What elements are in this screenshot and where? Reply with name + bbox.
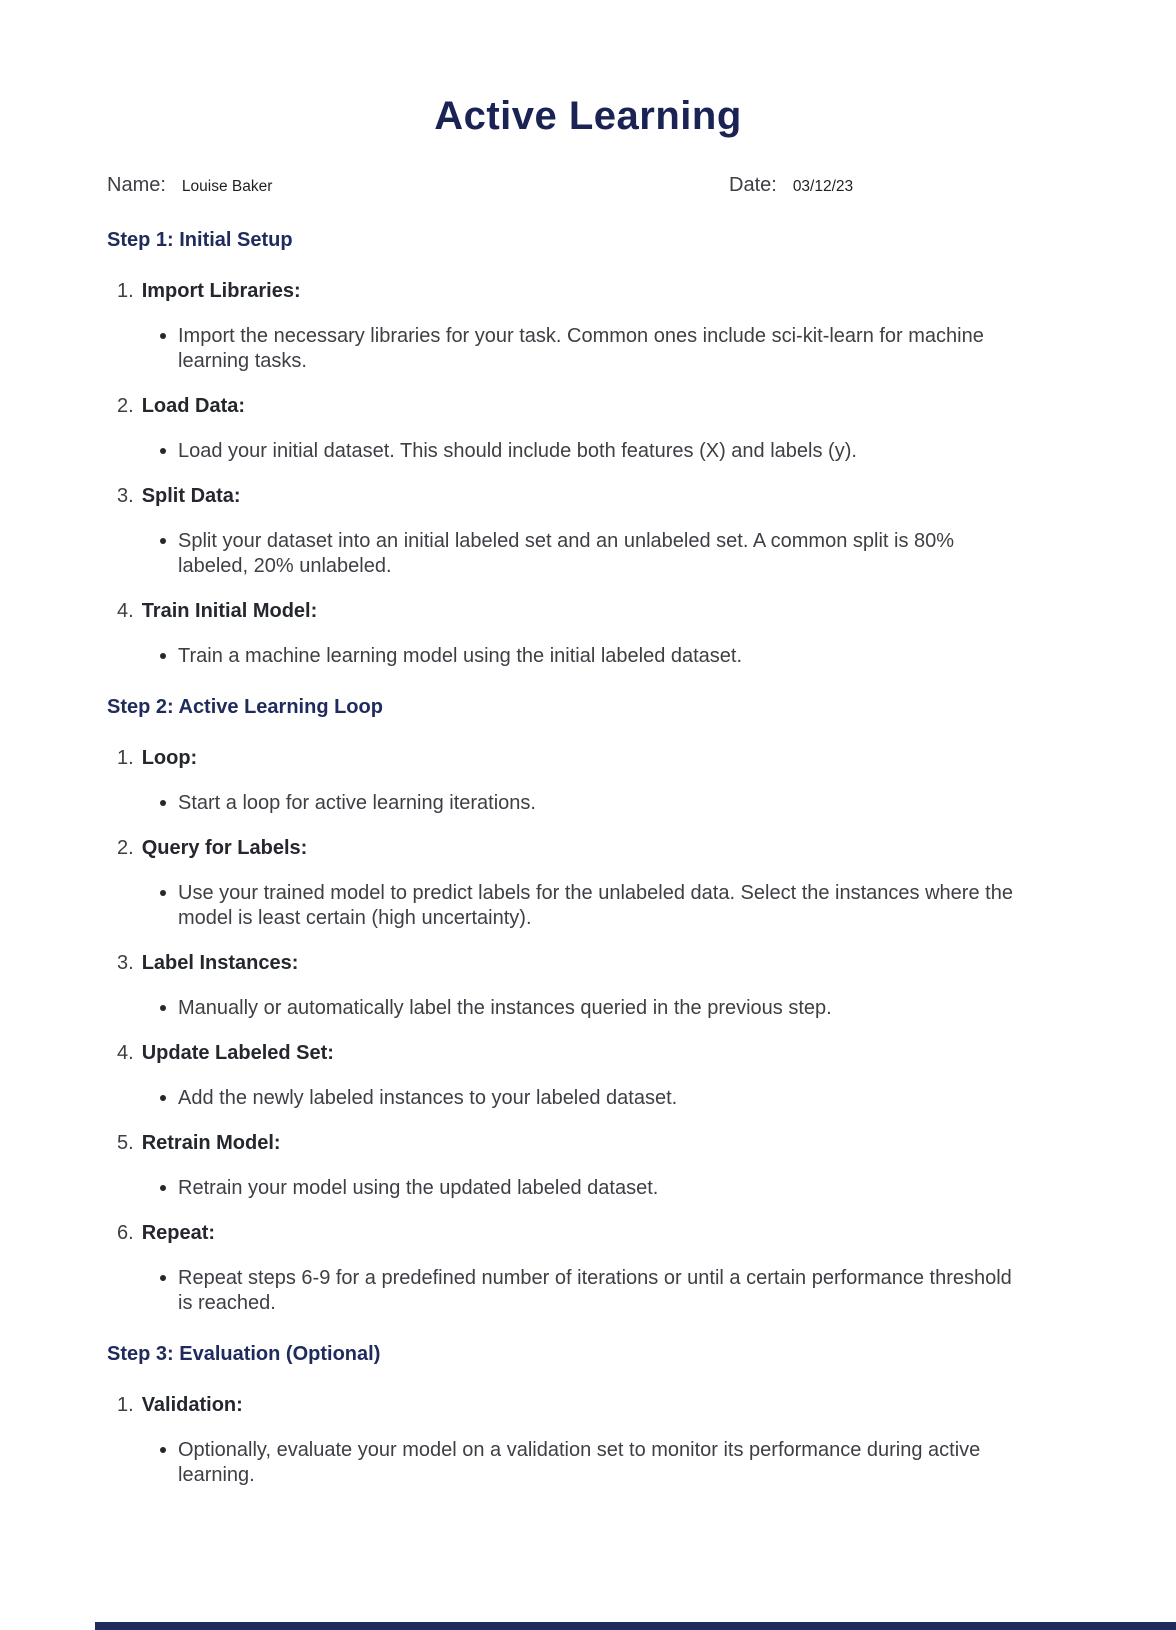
bullet-list [107, 1266, 1070, 1316]
bullet-icon [160, 890, 166, 896]
item-label: Label Instances: [141, 952, 299, 974]
item-label: Train Initial Model: [141, 600, 318, 622]
numbered-item-label-row [117, 600, 1070, 623]
bullet-text: Split your dataset into an initial labeled set and an unlabeled set. A common split is 80% labeled, 20% unlabeled. [178, 530, 955, 577]
date-label: Date: [729, 174, 777, 196]
item-number: 1. [117, 1394, 134, 1416]
numbered-item [107, 280, 1070, 374]
step-heading: Step 3: Evaluation (Optional) [107, 1343, 381, 1365]
bullet-icon [160, 800, 166, 806]
bullet-item [178, 529, 1018, 579]
bullet-list [107, 791, 1070, 816]
numbered-item [107, 395, 1070, 464]
step-section [107, 1343, 1070, 1488]
numbered-item-label-row [117, 485, 1070, 508]
bullet-item [178, 644, 1018, 669]
item-label: Load Data: [141, 395, 246, 417]
bullet-text: Retrain your model using the updated labeled dataset. [178, 1177, 659, 1199]
numbered-item [107, 1042, 1070, 1111]
numbered-item-label-row [117, 1394, 1070, 1417]
numbered-item [107, 1394, 1070, 1488]
item-number: 5. [117, 1132, 134, 1154]
item-label: Retrain Model: [141, 1132, 281, 1154]
numbered-item [107, 1132, 1070, 1201]
footer-accent-bar [95, 1622, 1176, 1630]
bullet-text: Use your trained model to predict labels for the unlabeled data. Select the instances where the model is least certain (high uncertainty). [178, 882, 1013, 929]
item-number: 2. [117, 395, 134, 417]
numbered-item-label-row [117, 952, 1070, 975]
bullet-list [107, 1438, 1070, 1488]
item-number: 3. [117, 952, 134, 974]
bullet-icon [160, 1095, 166, 1101]
bullet-item [178, 791, 1018, 816]
bullet-text: Repeat steps 6-9 for a predefined number of iterations or until a certain performance threshold is reached. [178, 1267, 1012, 1314]
step-items [107, 280, 1070, 669]
bullet-item [178, 1438, 1018, 1488]
numbered-item-label-row [117, 747, 1070, 770]
sections-container [0, 229, 1176, 1488]
numbered-item-label-row [117, 1132, 1070, 1155]
step-items [107, 1394, 1070, 1488]
date-value-field[interactable]: 03/12/23 [792, 178, 854, 195]
numbered-item [107, 837, 1070, 931]
item-label: Repeat: [141, 1222, 216, 1244]
bullet-item [178, 996, 1018, 1021]
bullet-text: Manually or automatically label the instances queried in the previous step. [178, 997, 832, 1019]
bullet-list [107, 644, 1070, 669]
bullet-icon [160, 448, 166, 454]
item-number: 6. [117, 1222, 134, 1244]
item-number: 1. [117, 747, 134, 769]
bullet-list [107, 881, 1070, 931]
meta-row [0, 174, 1176, 202]
bullet-list [107, 1176, 1070, 1201]
bullet-icon [160, 333, 166, 339]
numbered-item [107, 952, 1070, 1021]
bullet-list [107, 439, 1070, 464]
bullet-text: Optionally, evaluate your model on a validation set to monitor its performance during active learning. [178, 1439, 981, 1486]
bullet-text: Add the newly labeled instances to your labeled dataset. [178, 1087, 678, 1109]
numbered-item-label-row [117, 395, 1070, 418]
item-label: Split Data: [141, 485, 241, 507]
bullet-list [107, 996, 1070, 1021]
bullet-list [107, 529, 1070, 579]
bullet-item [178, 1086, 1018, 1111]
page-title: Active Learning [434, 94, 742, 138]
item-label: Update Labeled Set: [141, 1042, 334, 1064]
numbered-item [107, 747, 1070, 816]
step-heading: Step 1: Initial Setup [107, 229, 293, 251]
item-label: Import Libraries: [141, 280, 301, 302]
bullet-item [178, 439, 1018, 464]
numbered-item [107, 600, 1070, 669]
bullet-item [178, 1176, 1018, 1201]
bullet-text: Load your initial dataset. This should include both features (X) and labels (y). [178, 440, 857, 462]
step-section [107, 229, 1070, 669]
bullet-item [178, 881, 1018, 931]
bullet-item [178, 1266, 1018, 1316]
bullet-icon [160, 1447, 166, 1453]
step-items [107, 747, 1070, 1316]
bullet-text: Start a loop for active learning iterations. [178, 792, 536, 814]
item-label: Loop: [141, 747, 198, 769]
bullet-item [178, 324, 1018, 374]
bullet-icon [160, 1005, 166, 1011]
item-label: Validation: [141, 1394, 243, 1416]
item-number: 2. [117, 837, 134, 859]
numbered-item-label-row [117, 837, 1070, 860]
name-field-group [107, 174, 272, 197]
bullet-icon [160, 1185, 166, 1191]
bullet-text: Train a machine learning model using the initial labeled dataset. [178, 645, 743, 667]
numbered-item [107, 1222, 1070, 1316]
item-number: 1. [117, 280, 134, 302]
step-heading: Step 2: Active Learning Loop [107, 696, 383, 718]
name-label: Name: [107, 174, 166, 196]
item-number: 3. [117, 485, 134, 507]
numbered-item-label-row [117, 280, 1070, 303]
name-value-field[interactable]: Louise Baker [181, 178, 273, 195]
date-field-group [729, 174, 853, 197]
numbered-item-label-row [117, 1042, 1070, 1065]
item-number: 4. [117, 1042, 134, 1064]
bullet-icon [160, 1275, 166, 1281]
bullet-list [107, 1086, 1070, 1111]
bullet-list [107, 324, 1070, 374]
item-label: Query for Labels: [141, 837, 308, 859]
step-section [107, 696, 1070, 1316]
bullet-text: Import the necessary libraries for your task. Common ones include sci-kit-learn for machine learning tasks. [178, 325, 984, 372]
item-number: 4. [117, 600, 134, 622]
numbered-item [107, 485, 1070, 579]
bullet-icon [160, 538, 166, 544]
bullet-icon [160, 653, 166, 659]
numbered-item-label-row [117, 1222, 1070, 1245]
